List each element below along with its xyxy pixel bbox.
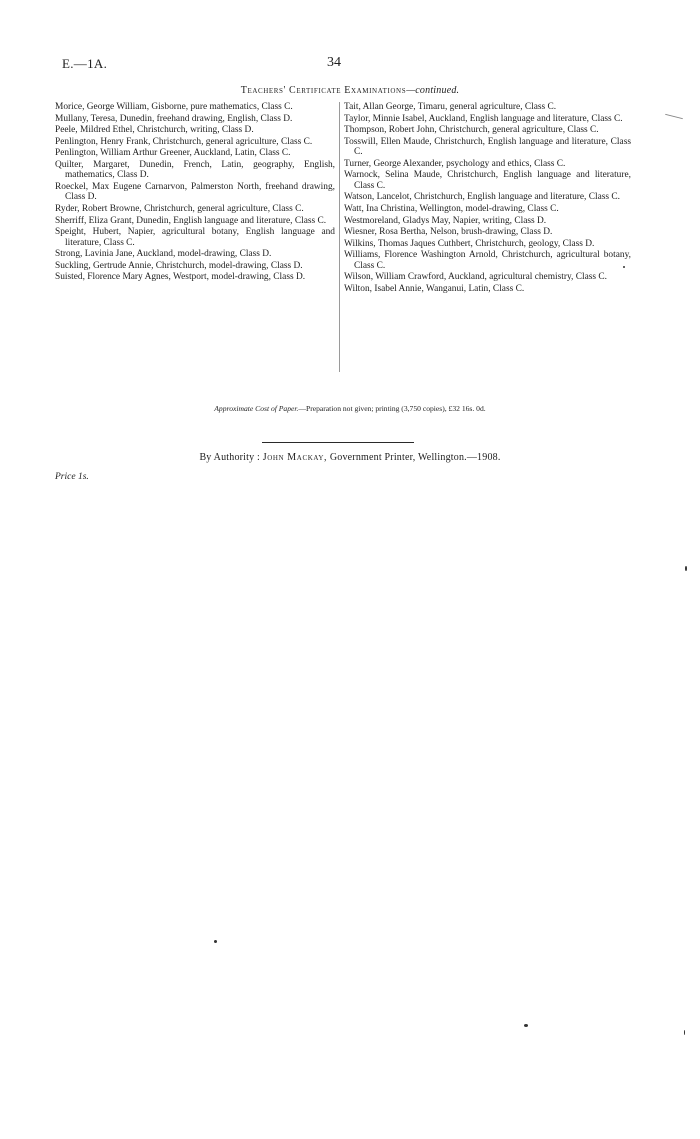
- candidate-entry: Mullany, Teresa, Dunedin, freehand drawing, English, Class D.: [55, 113, 293, 124]
- cost-note-lead: Approximate Cost of Paper.: [214, 404, 299, 413]
- candidate-entry: Penlington, William Arthur Greener, Auckland, Latin, Class C.: [55, 148, 291, 159]
- page-reference: E.—1A.: [62, 56, 108, 71]
- section-heading: [0, 85, 700, 96]
- candidate-entry: Wilson, William Crawford, Auckland, agricultural chemistry, Class C.: [344, 272, 607, 283]
- candidate-entry: Quilter, Margaret, Dunedin, French, Latin, geography, English, mathematics, Class D.: [55, 159, 335, 181]
- imprint-prefix: By Authority :: [199, 452, 261, 463]
- candidate-entry: Watt, Ina Christina, Wellington, model-drawing, Class C.: [344, 203, 559, 214]
- candidate-entry: Wiesner, Rosa Bertha, Nelson, brush-drawing, Class D.: [344, 227, 553, 238]
- page-number: 34: [327, 55, 341, 70]
- scan-speck: [684, 1030, 685, 1035]
- candidate-entry: Wilkins, Thomas Jaques Cuthbert, Christchurch, geology, Class D.: [344, 238, 595, 249]
- imprint-printer: John Mackay,: [262, 452, 328, 463]
- candidate-entry: Roeckel, Max Eugene Carnarvon, Palmerston North, freehand drawing, Class D.: [55, 181, 335, 203]
- scan-speck: [623, 266, 625, 268]
- candidate-entry: Wilton, Isabel Annie, Wanganui, Latin, Class C.: [344, 283, 525, 294]
- cost-note-detail: —Preparation not given; printing (3,750 copies), £32 16s. 0d.: [298, 404, 486, 413]
- candidate-entry: Peele, Mildred Ethel, Christchurch, writing, Class D.: [55, 125, 254, 136]
- candidate-entry: Tait, Allan George, Timaru, general agriculture, Class C.: [344, 102, 557, 112]
- candidate-entry: Strong, Lavinia Jane, Auckland, model-drawing, Class D.: [55, 249, 272, 260]
- right-column: [344, 102, 631, 296]
- imprint-suffix: Government Printer, Wellington.—1908.: [329, 452, 501, 463]
- candidate-entry: Speight, Hubert, Napier, agricultural botany, English language and literature, Class C.: [55, 227, 335, 248]
- candidate-entry: Watson, Lancelot, Christchurch, English language and literature, Class C.: [344, 192, 620, 203]
- candidate-entry: Morice, George William, Gisborne, pure mathematics, Class C.: [55, 102, 293, 112]
- scan-speck: [685, 566, 687, 571]
- candidate-entry: Tosswill, Ellen Maude, Christchurch, English language and literature, Class C.: [344, 136, 631, 158]
- section-title: Teachers' Certificate Examinations: [240, 85, 407, 96]
- candidate-entry: Turner, George Alexander, psychology and ethics, Class C.: [344, 158, 566, 169]
- candidate-entry: Taylor, Minnie Isabel, Auckland, English language and literature, Class C.: [344, 113, 623, 124]
- cost-of-paper-note: [0, 404, 700, 413]
- candidate-entry: Penlington, Henry Frank, Christchurch, general agriculture, Class C.: [55, 136, 313, 147]
- scan-mark: [665, 114, 683, 119]
- candidate-entry: Suckling, Gertrude Annie, Christchurch, model-drawing, Class D.: [55, 260, 303, 271]
- section-continued: —continued.: [406, 85, 460, 96]
- printer-imprint: [0, 452, 700, 463]
- footer-rule: [262, 442, 414, 443]
- candidate-entry: Sherriff, Eliza Grant, Dunedin, English language and literature, Class C.: [55, 215, 327, 226]
- candidate-entry: Suisted, Florence Mary Agnes, Westport, model-drawing, Class D.: [55, 272, 306, 283]
- candidate-entry: Thompson, Robert John, Christchurch, general agriculture, Class C.: [344, 125, 599, 136]
- price: Price 1s.: [55, 472, 89, 482]
- column-divider: [339, 102, 340, 372]
- candidate-entry: Westmoreland, Gladys May, Napier, writing, Class D.: [344, 215, 547, 226]
- scan-speck: [214, 940, 217, 943]
- candidate-columns: [55, 102, 631, 374]
- candidate-entry: Ryder, Robert Browne, Christchurch, general agriculture, Class C.: [55, 203, 304, 214]
- left-column: [55, 102, 335, 284]
- scan-speck: [524, 1024, 528, 1027]
- candidate-entry: Warnock, Selina Maude, Christchurch, English language and literature, Class C.: [344, 170, 631, 191]
- candidate-entry: Williams, Florence Washington Arnold, Christchurch, agricultural botany, Class C.: [344, 250, 631, 271]
